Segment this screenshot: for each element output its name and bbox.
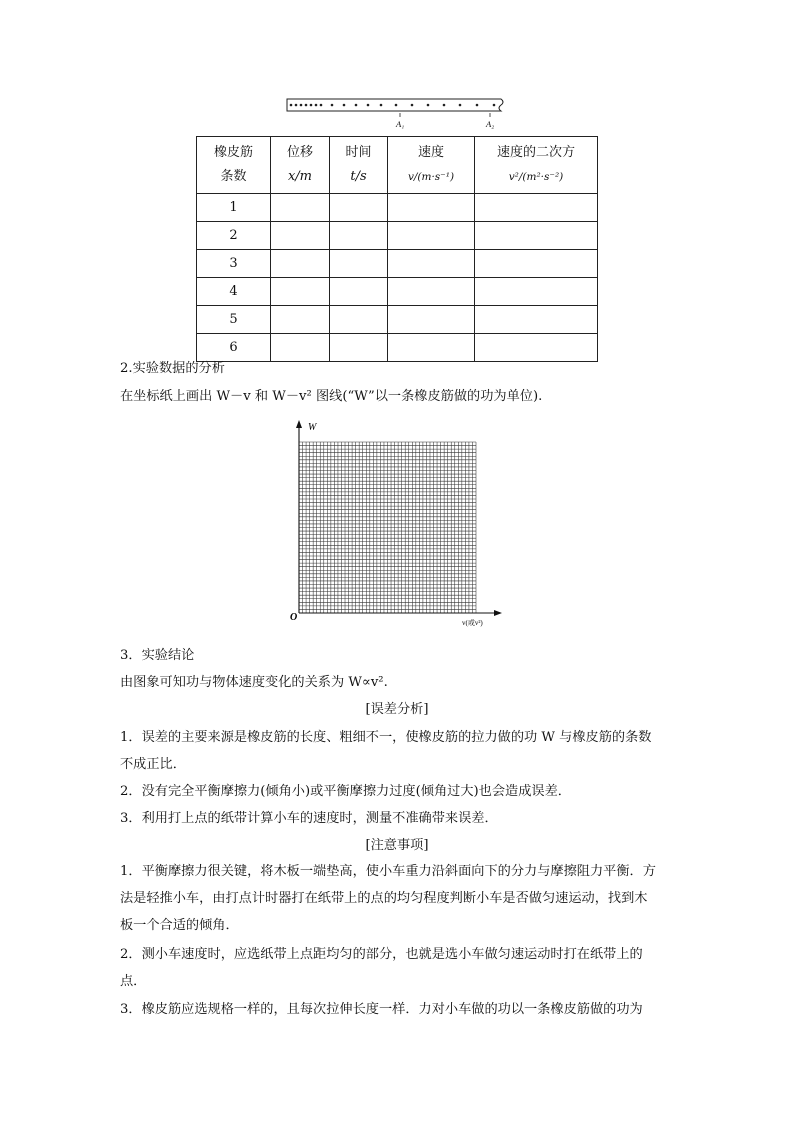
- table-cell: [388, 222, 475, 250]
- tape-dot: [493, 104, 496, 107]
- row-number: 1: [197, 194, 271, 222]
- section2-text: 在坐标纸上画出 W－v 和 W－v² 图线(“W”以一条橡皮筋做的功为单位).: [120, 389, 543, 404]
- error-item1-line2: 不成正比．: [120, 757, 186, 772]
- table-cell: [388, 250, 475, 278]
- error-item3: 3．利用打上点的纸带计算小车的速度时，测量不准确带来误差．: [120, 811, 498, 826]
- table-cell: [330, 194, 388, 222]
- table-cell: [475, 194, 598, 222]
- header-line2: v/(m·s⁻¹): [407, 171, 455, 183]
- graph-paper-figure: [286, 418, 506, 630]
- table-cell: [388, 334, 475, 362]
- header-line2: 条数: [220, 169, 247, 184]
- table-cell: [271, 278, 330, 306]
- table-cell: [330, 250, 388, 278]
- table-cell: [271, 194, 330, 222]
- header-line1: 速度的二次方: [496, 145, 575, 160]
- table-header-row: [197, 137, 598, 194]
- header-cell: [388, 137, 475, 194]
- header-cell: [197, 137, 271, 194]
- table-cell: [475, 222, 598, 250]
- tape-label-a2: A₂: [486, 119, 495, 129]
- notes-item3-line1: 3．橡皮筋应选规格一样的，且每次拉伸长度一样．力对小车做的功以一条橡皮筋做的功为: [120, 1002, 643, 1017]
- notes-item1-line2: 法是轻推小车，由打点计时器打在纸带上的点的均匀程度判断小车是否做匀速运动，找到木: [120, 891, 648, 906]
- row-number: 3: [197, 250, 271, 278]
- tape-dot: [459, 104, 462, 107]
- error-analysis-heading: [误差分析]: [365, 702, 429, 717]
- tape-dot: [310, 104, 313, 107]
- table-cell: [330, 334, 388, 362]
- tape-dot: [427, 104, 430, 107]
- table-cell: [475, 250, 598, 278]
- table-cell: [475, 334, 598, 362]
- tape-dot: [355, 104, 358, 107]
- notes-item1-line1: 1．平衡摩擦力很关键，将木板一端垫高，使小车重力沿斜面向下的分力与摩擦阻力平衡．方: [120, 864, 656, 879]
- tape-dot: [411, 104, 414, 107]
- header-line1: 位移: [286, 145, 313, 160]
- header-line2: x/m: [287, 169, 313, 184]
- tape-dot: [305, 104, 308, 107]
- table-row: [197, 250, 598, 278]
- section2-title: 2.实验数据的分析: [120, 361, 225, 376]
- table-cell: [388, 194, 475, 222]
- notes-item2-line2: 点．: [120, 974, 147, 989]
- header-line2: t/s: [350, 169, 367, 184]
- notes-item2-line1: 2．测小车速度时，应选纸带上点距均匀的部分，也就是选小车做匀速运动时打在纸带上的: [120, 947, 643, 962]
- table-cell: [330, 278, 388, 306]
- row-number: 5: [197, 306, 271, 334]
- tape-dot: [380, 104, 383, 107]
- row-number: 2: [197, 222, 271, 250]
- row-number: 6: [197, 334, 271, 362]
- table-row: [197, 194, 598, 222]
- header-cell: [271, 137, 330, 194]
- tape-dot: [367, 104, 370, 107]
- table-cell: [330, 306, 388, 334]
- table-cell: [475, 306, 598, 334]
- table-cell: [388, 278, 475, 306]
- header-line1: 橡皮筋: [213, 145, 253, 160]
- header-line1: 时间: [345, 145, 372, 160]
- data-table: [196, 136, 598, 362]
- table-cell: [388, 306, 475, 334]
- graph-origin: O: [290, 612, 298, 623]
- tape-dot: [395, 104, 398, 107]
- header-cell: [475, 137, 598, 194]
- table-cell: [330, 222, 388, 250]
- graph-y-label: W: [308, 422, 317, 433]
- table-row: [197, 306, 598, 334]
- section3-title: 3．实验结论: [120, 648, 195, 663]
- tape-dot: [300, 104, 303, 107]
- section3-text: 由图象可知功与物体速度变化的关系为 W∝v².: [120, 675, 388, 690]
- table-row: [197, 222, 598, 250]
- table-cell: [271, 306, 330, 334]
- tape-dot: [343, 104, 346, 107]
- tape-label-a1: A₁: [396, 119, 405, 129]
- table-cell: [475, 278, 598, 306]
- paper-tape-figure: [284, 96, 508, 130]
- tape-dot: [315, 104, 318, 107]
- tape-dot: [320, 104, 323, 107]
- error-item2: 2．没有完全平衡摩擦力(倾角小)或平衡摩擦力过度(倾角过大)也会造成误差．: [120, 784, 571, 799]
- header-line1: 速度: [417, 145, 444, 160]
- header-cell: [330, 137, 388, 194]
- tape-dot: [295, 104, 298, 107]
- table-row: [197, 278, 598, 306]
- table-row: [197, 334, 598, 362]
- table-cell: [271, 222, 330, 250]
- tape-dot: [290, 104, 293, 107]
- notes-heading: [注意事项]: [365, 838, 429, 853]
- tape-dot: [331, 104, 334, 107]
- graph-x-label: v(或v²): [462, 619, 483, 627]
- table-cell: [271, 250, 330, 278]
- tape-dot: [443, 104, 446, 107]
- header-line2: v²/(m²·s⁻²): [508, 171, 564, 183]
- row-number: 4: [197, 278, 271, 306]
- error-item1-line1: 1．误差的主要来源是橡皮筋的长度、粗细不一，使橡皮筋的拉力做的功 W 与橡皮筋的条数: [120, 730, 652, 745]
- tape-dot: [476, 104, 479, 107]
- notes-item1-line3: 板一个合适的倾角．: [120, 918, 239, 933]
- table-cell: [271, 334, 330, 362]
